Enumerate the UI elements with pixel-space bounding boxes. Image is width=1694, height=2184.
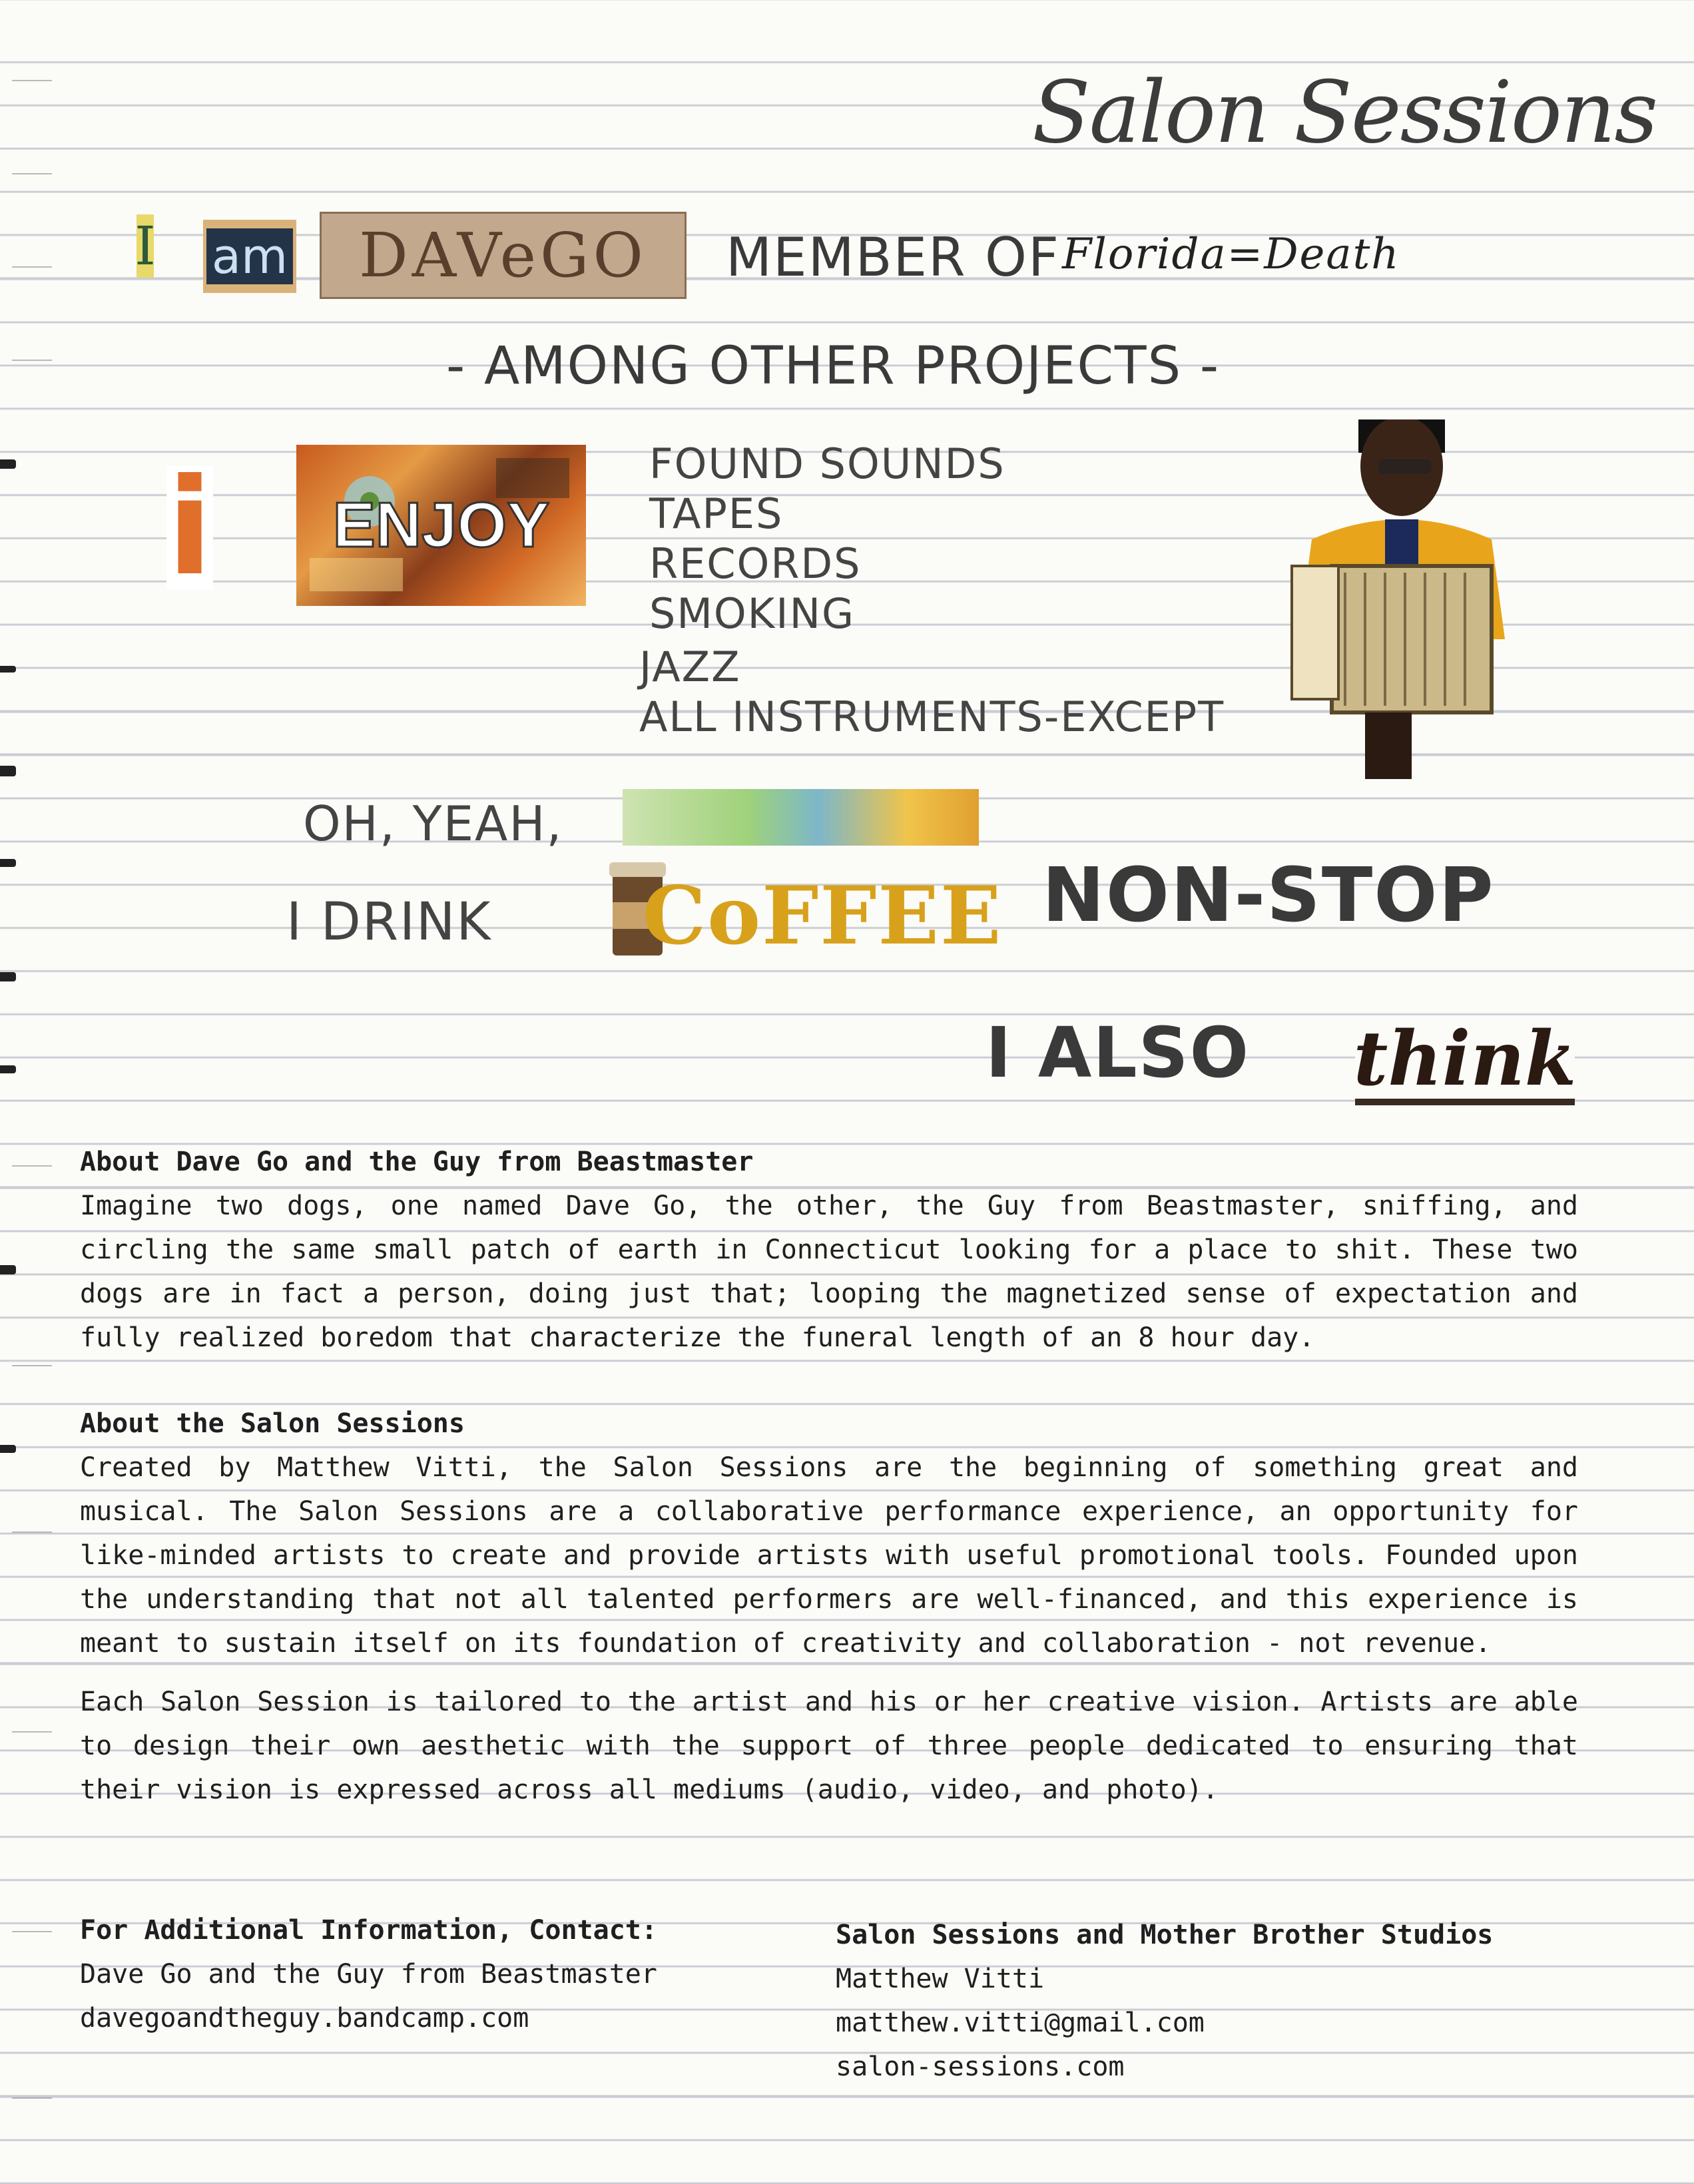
contact-right-heading: Salon Sessions and Mother Brother Studios <box>836 1920 1494 1950</box>
i-also-text: I ALSO <box>986 1012 1250 1093</box>
about-dave-heading: About Dave Go and the Guy from Beastmaster <box>80 1147 754 1177</box>
torn-left-edge <box>0 0 53 2184</box>
cutout-enjoy: ENJOY <box>296 445 586 606</box>
contact-left <box>80 1908 657 2040</box>
about-salon-heading: About the Salon Sessions <box>80 1408 465 1439</box>
cutout-am: am <box>203 220 296 293</box>
cutout-i-orange: i <box>166 450 213 605</box>
contact-right-site[interactable]: salon-sessions.com <box>836 2051 1125 2082</box>
among-other-projects: - AMONG OTHER PROJECTS - <box>446 336 1221 396</box>
cutout-i: I <box>135 215 156 277</box>
contact-right-email[interactable]: matthew.vitti@gmail.com <box>836 2008 1205 2038</box>
contact-right <box>836 1913 1493 2089</box>
about-dave-body: Imagine two dogs, one named Dave Go, the other, the Guy from Beastmaster, sniffing, and circling the same small patch of earth in Connecticut looking for a place to shit. These two dogs are in fact a person, doing just that; looping the magnetized sense of expectation and fully realized boredom that characterize the funeral length of an 8 hour day. <box>80 1191 1578 1353</box>
about-dave-section <box>80 1140 1578 1360</box>
enjoy-item: FOUND SOUNDS <box>649 439 1005 488</box>
enjoy-item: RECORDS <box>649 539 862 588</box>
contact-left-site[interactable]: davegoandtheguy.bandcamp.com <box>80 2003 529 2034</box>
about-salon-section <box>80 1402 1578 1812</box>
page-title: Salon Sessions <box>1032 63 1657 162</box>
about-salon-body-2: Each Salon Session is tailored to the artist and his or her creative vision. Artists are able to design their own aesthetic with the support of three people dedicated to ensuring that their vision is expressed across all mediums (audio, video, and photo). <box>80 1687 1578 1805</box>
about-salon-body-1: Created by Matthew Vitti, the Salon Sessions are the beginning of something great and musical. The Salon Sessions are a collaborative performance experience, an opportunity for like-minded artists to create and provide artists with useful promotional tools. Founded upon the understanding that not all talented performers are well-financed, and this experience is meant to sustain itself on its foundation of creativity and collaboration - not revenue. <box>80 1452 1578 1659</box>
enjoy-item: TAPES <box>649 489 784 538</box>
coffee-collage-strip <box>623 789 979 846</box>
enjoy-item: JAZZ <box>639 643 741 691</box>
cutout-davego: DAVeGO <box>320 212 687 299</box>
contact-left-heading: For Additional Information, Contact: <box>80 1915 657 1946</box>
enjoy-item: ALL INSTRUMENTS-EXCEPT <box>639 692 1225 741</box>
oh-yeah-text: OH, YEAH, <box>303 796 563 852</box>
contact-right-name: Matthew Vitti <box>836 1964 1045 1994</box>
member-of-text: MEMBER OF <box>726 226 1061 288</box>
non-stop-text: NON-STOP <box>1042 852 1495 939</box>
contact-left-name: Dave Go and the Guy from Beastmaster <box>80 1959 657 1990</box>
accordion-player-photo <box>1285 419 1532 779</box>
enjoy-item: SMOKING <box>649 589 856 638</box>
band-name: Florida=Death <box>1062 230 1400 279</box>
i-drink-text: I DRINK <box>286 892 492 952</box>
cutout-coffee: CoFFEE <box>642 868 1003 963</box>
cutout-think: think <box>1355 1019 1575 1105</box>
